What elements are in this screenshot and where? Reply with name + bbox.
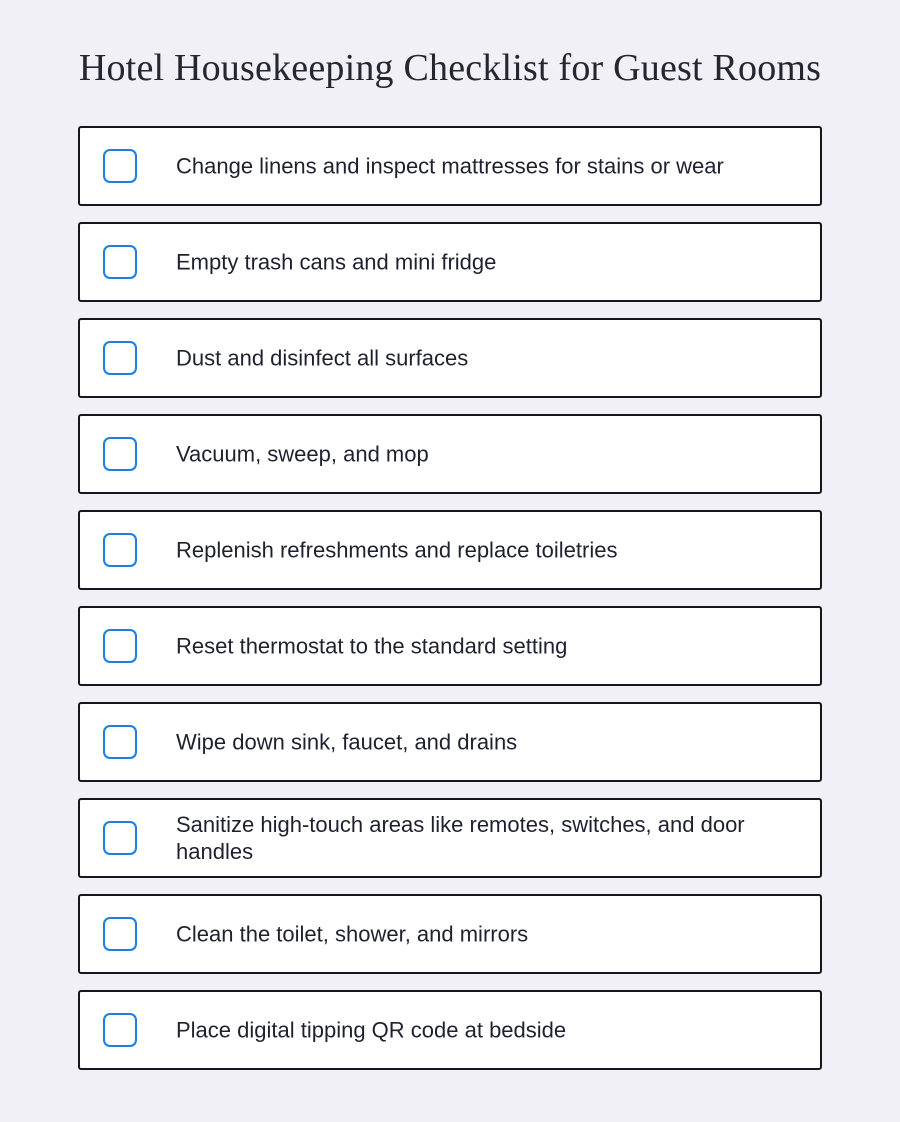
- checklist-item-sanitize[interactable]: [78, 798, 822, 878]
- checkbox-empty-icon[interactable]: [103, 821, 137, 855]
- checklist-item-empty-trash[interactable]: [78, 222, 822, 302]
- checklist-item-label: Sanitize high-touch areas like remotes, switches, and door handles: [176, 812, 745, 864]
- checklist-item-label: Empty trash cans and mini fridge: [176, 249, 497, 275]
- checkbox-empty-icon[interactable]: [103, 629, 137, 663]
- checkbox-empty-icon[interactable]: [103, 341, 137, 375]
- checklist-item-label: Vacuum, sweep, and mop: [176, 441, 429, 467]
- checkbox-empty-icon[interactable]: [103, 917, 137, 951]
- checklist-item-sink[interactable]: [78, 702, 822, 782]
- checklist-item-label: Place digital tipping QR code at bedside: [176, 1017, 567, 1043]
- checklist-item-change-linens[interactable]: [78, 126, 822, 206]
- checkbox-empty-icon[interactable]: [103, 533, 137, 567]
- checkbox-empty-icon[interactable]: [103, 725, 137, 759]
- checklist-item-vacuum[interactable]: [78, 414, 822, 494]
- checklist-item-label: Reset thermostat to the standard setting: [176, 633, 568, 659]
- checkbox-empty-icon[interactable]: [103, 149, 137, 183]
- checklist-item-replenish[interactable]: [78, 510, 822, 590]
- checklist: [78, 126, 822, 1086]
- checklist-item-label: Change linens and inspect mattresses for stains or wear: [176, 153, 724, 179]
- checklist-item-thermostat[interactable]: [78, 606, 822, 686]
- checklist-item-dust-disinfect[interactable]: [78, 318, 822, 398]
- checklist-item-label: Replenish refreshments and replace toiletries: [176, 537, 618, 563]
- checkbox-empty-icon[interactable]: [103, 1013, 137, 1047]
- checkbox-empty-icon[interactable]: [103, 437, 137, 471]
- checkbox-empty-icon[interactable]: [103, 245, 137, 279]
- checklist-item-label: Wipe down sink, faucet, and drains: [176, 729, 518, 755]
- checklist-item-qr-code[interactable]: [78, 990, 822, 1070]
- checklist-item-label: Dust and disinfect all surfaces: [176, 345, 469, 371]
- checklist-item-label: Clean the toilet, shower, and mirrors: [176, 921, 529, 947]
- checklist-item-bathroom[interactable]: [78, 894, 822, 974]
- page-title: Hotel Housekeeping Checklist for Guest Rooms: [78, 47, 822, 89]
